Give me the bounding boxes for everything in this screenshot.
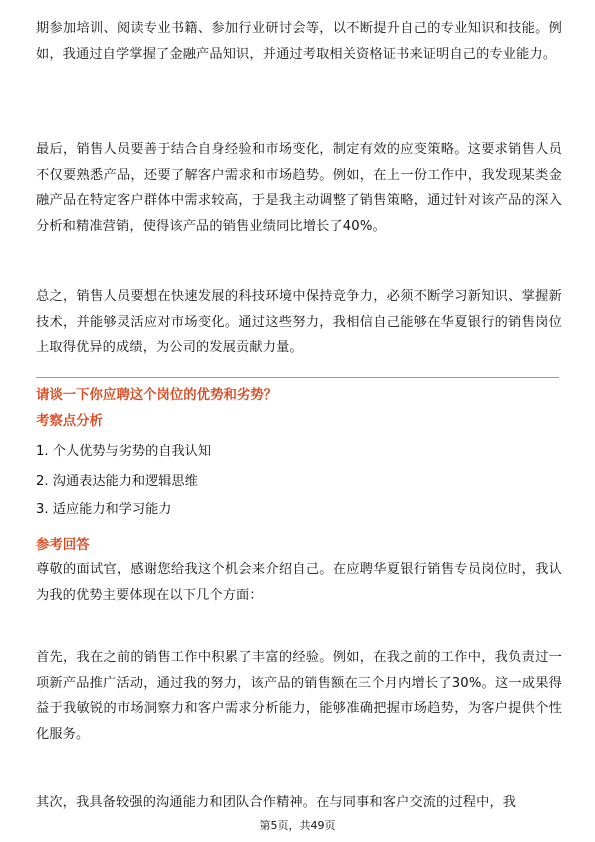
paragraph-strategy: 最后，销售人员要善于结合自身经验和市场变化，制定有效的应变策略。这要求销售人员不仅要熟悉产品，还要了解客户需求和市场趋势。例如，在上一份工作中，我发现某类金融产品在特定客户群体中需求较高，于是我主动调整了销售策略，通过针对该产品的深入分析和精准营销，使得该产品的销售业绩同比增长了40%。 bbox=[36, 142, 562, 234]
paragraph-conclusion: 总之，销售人员要想在快速发展的科技环境中保持竞争力，必须不断学习新知识、掌握新技术，并能够灵活应对市场变化。通过这些努力，我相信自己能够在华夏银行的销售岗位上取得优异的成绩，为公司的发展贡献力量。 bbox=[36, 289, 562, 355]
answer-heading: 参考回答 bbox=[36, 538, 90, 553]
answer-communication: 其次，我具备较强的沟通能力和团队合作精神。在与同事和客户交流的过程中，我 bbox=[36, 795, 517, 810]
analysis-item: 1. 个人优势与劣势的自我认知 bbox=[36, 444, 212, 459]
analysis-heading: 考察点分析 bbox=[36, 414, 103, 429]
analysis-item: 2. 沟通表达能力和逻辑思维 bbox=[36, 474, 198, 489]
page-number: 第5页，共49页 bbox=[259, 819, 336, 832]
analysis-item: 3. 适应能力和学习能力 bbox=[36, 502, 172, 517]
paragraph-training: 期参加培训、阅读专业书籍、参加行业研讨会等，以不断提升自己的专业知识和技能。例如，我通过自学掌握了金融产品知识，并通过考取相关资格证书来证明自己的专业能力。 bbox=[36, 21, 562, 62]
answer-intro: 尊敬的面试官，感谢您给我这个机会来介绍自己。在应聘华夏银行销售专员岗位时，我认为我的优势主要体现在以下几个方面： bbox=[36, 562, 562, 603]
interview-question: 请谈一下你应聘这个岗位的优势和劣势？ bbox=[36, 388, 278, 403]
section-divider bbox=[36, 377, 559, 378]
answer-experience: 首先，我在之前的销售工作中积累了丰富的经验。例如，在我之前的工作中，我负责过一项新产品推广活动，通过我的努力，该产品的销售额在三个月内增长了30%。这一成果得益于我敏锐的市场洞察力和客户需求分析能力，能够准确把握市场趋势，为客户提供个性化服务。 bbox=[36, 650, 562, 742]
